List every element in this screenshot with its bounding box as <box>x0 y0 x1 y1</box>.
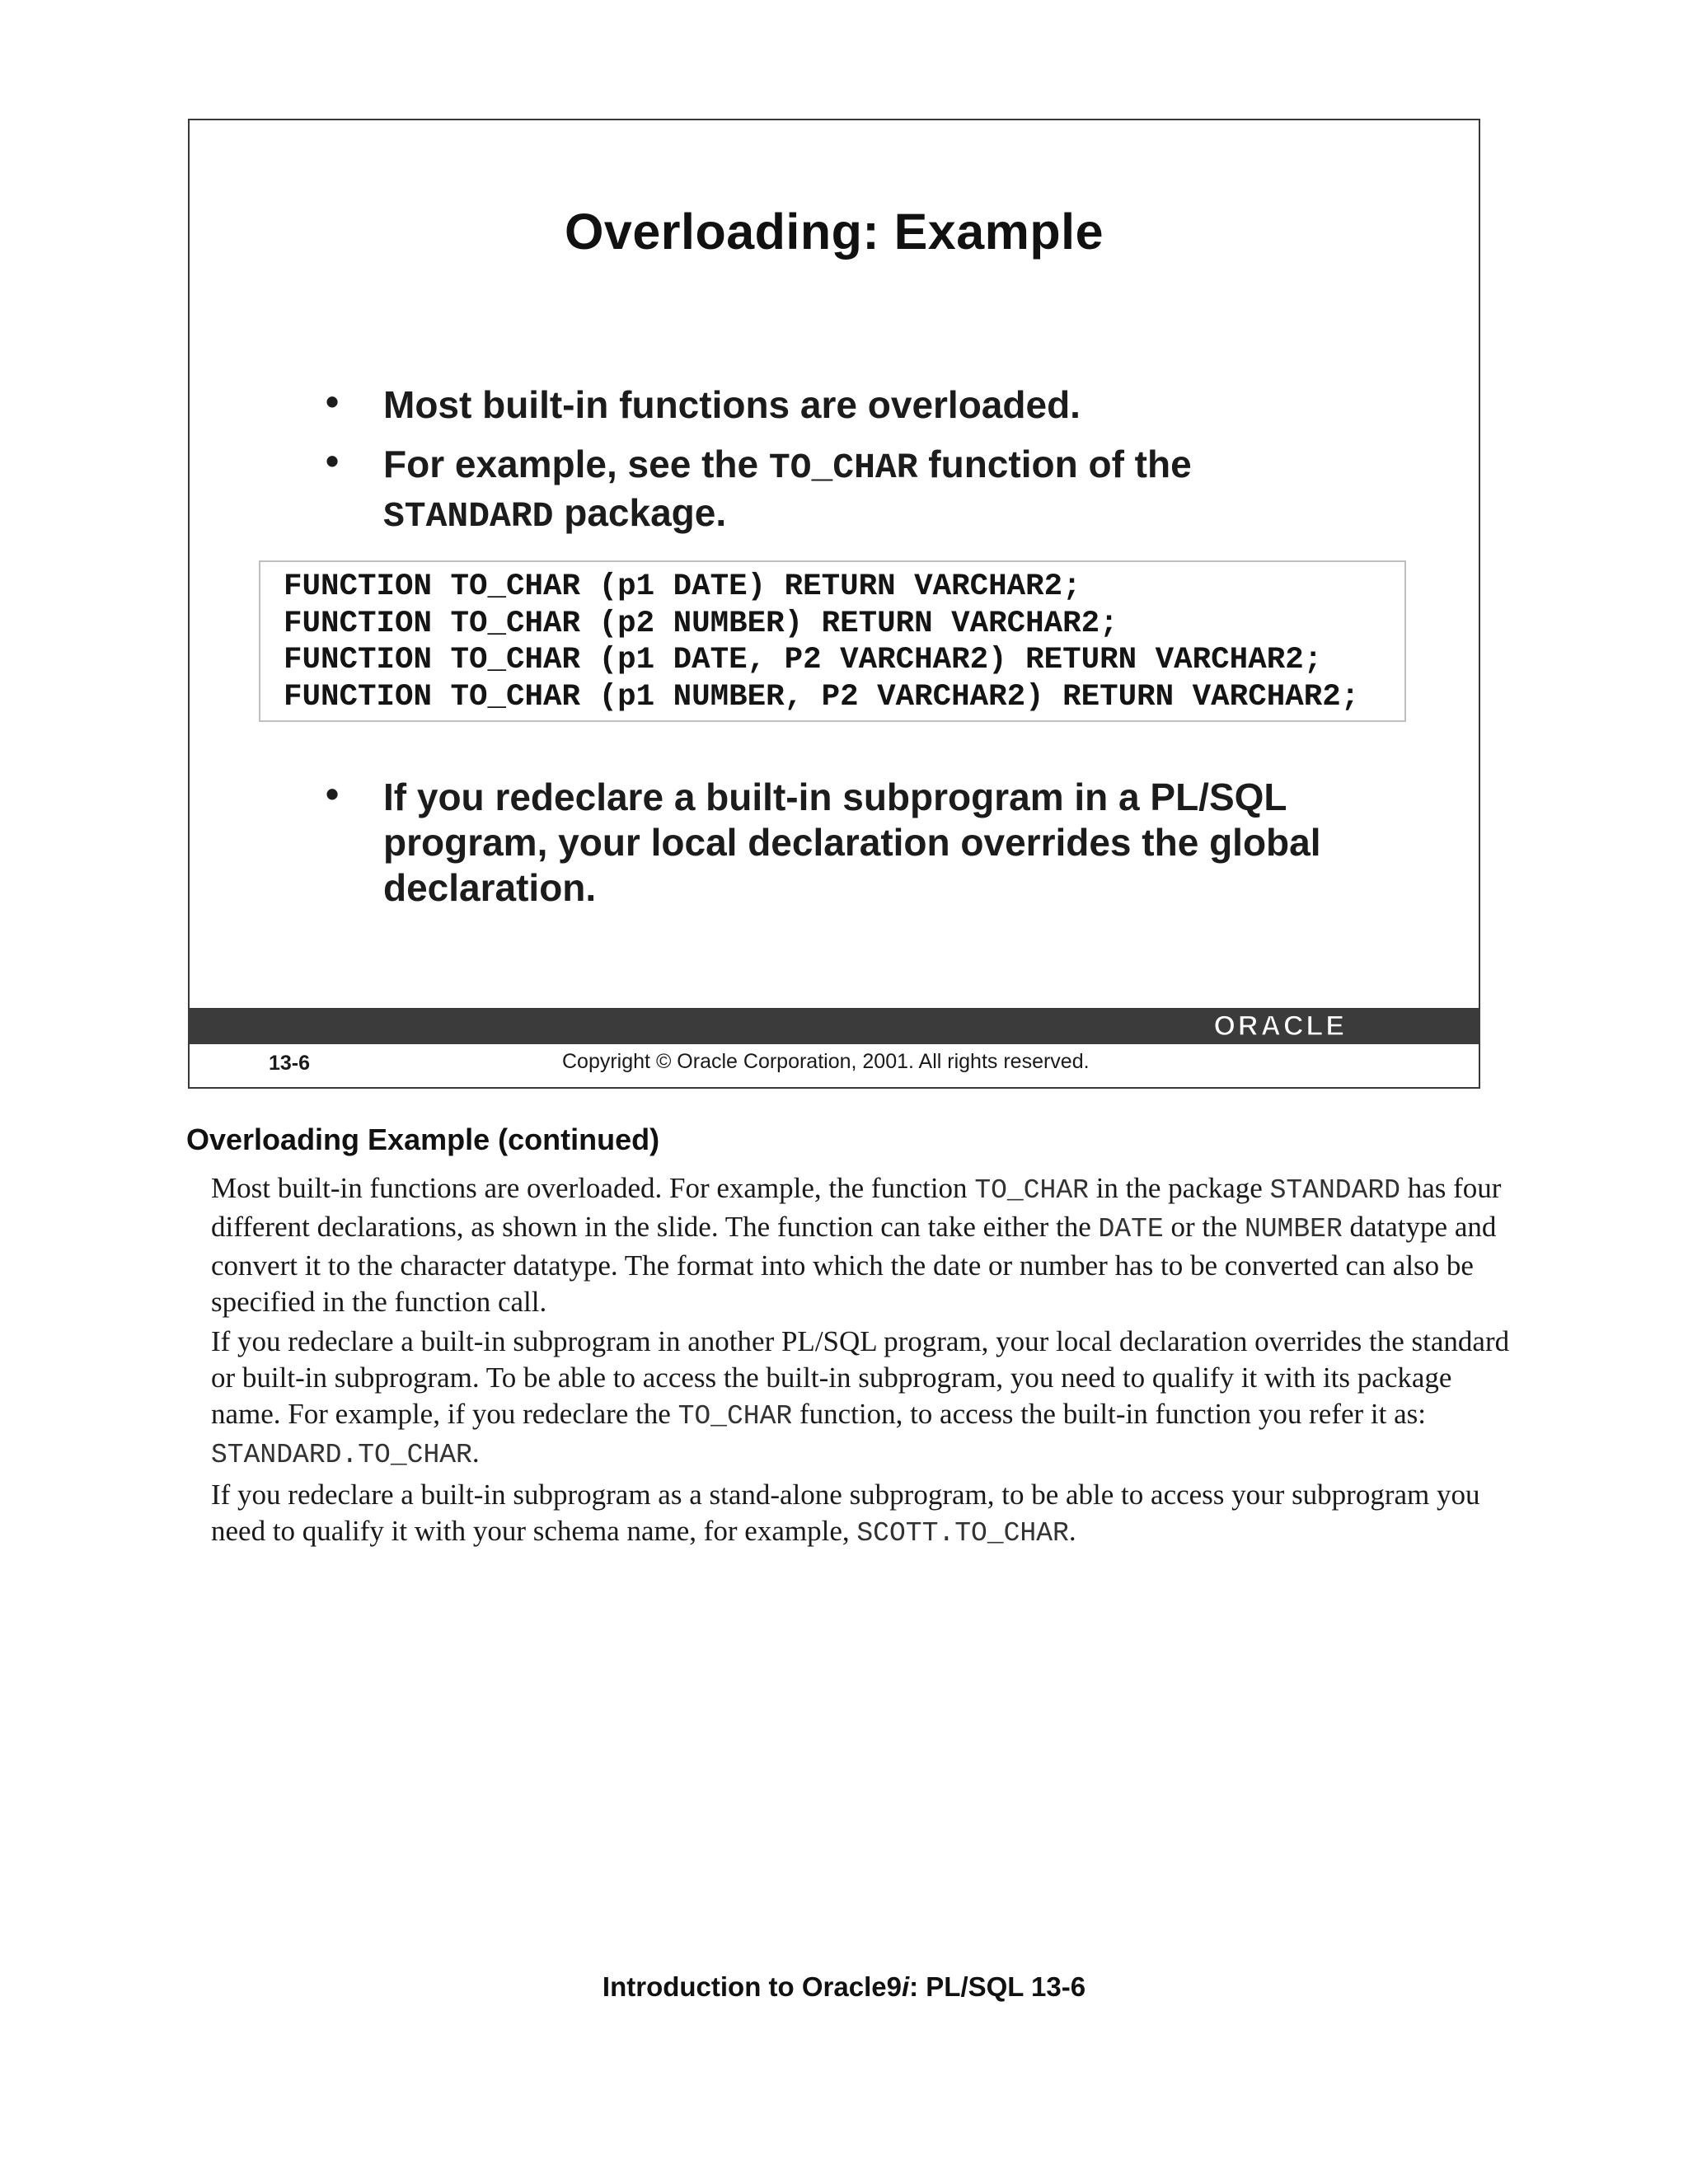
p2-text-2: function, to access the built-in function you refer it as: <box>792 1398 1426 1430</box>
bullet-2-code-standard: STANDARD <box>383 496 554 537</box>
page-footer <box>0 1971 1688 2003</box>
bullet-3-text: If you redeclare a built-in subprogram in a PL/SQL program, your local declaration overrides the global declaration. <box>383 776 1321 909</box>
p1-code-standard: STANDARD <box>1269 1175 1400 1206</box>
p1-code-to-char: TO_CHAR <box>974 1175 1089 1206</box>
p3-text-2: . <box>1068 1515 1076 1547</box>
bullet-2-text-pre: For example, see the <box>383 443 769 485</box>
p3-code-scott-to-char: SCOTT.TO_CHAR <box>856 1518 1069 1549</box>
slide-copyright: Copyright © Oracle Corporation, 2001. All rights reserved. <box>562 1050 1090 1073</box>
p1-text-5: datatype and convert it to the character datatype. The format into which the date or number has to be converted can also be specified in the function call. <box>211 1211 1497 1318</box>
code-line-4: FUNCTION TO_CHAR (p1 NUMBER, P2 VARCHAR2) RETURN VARCHAR2; <box>284 679 1360 715</box>
slide-frame <box>188 119 1480 1089</box>
notes-paragraph-1 <box>211 1170 1513 1320</box>
notes-paragraph-3 <box>211 1477 1513 1552</box>
code-block <box>259 560 1406 722</box>
bullet-1-text: Most built-in functions are overloaded. <box>383 383 1081 426</box>
bullet-dot: • <box>326 772 340 815</box>
page-footer-post: : PL/SQL 13-6 <box>909 1971 1086 2002</box>
bullet-2-text-mid: function of the <box>917 443 1192 485</box>
p2-text-3: . <box>471 1436 480 1469</box>
p2-code-standard-to-char: STANDARD.TO_CHAR <box>211 1440 472 1470</box>
code-line-2: FUNCTION TO_CHAR (p2 NUMBER) RETURN VARCHAR2; <box>284 606 1118 641</box>
notes-heading: Overloading Example (continued) <box>186 1122 660 1156</box>
bullet-1 <box>326 380 1081 428</box>
bullet-3 <box>326 772 1372 911</box>
p1-text-2: in the package <box>1088 1172 1270 1204</box>
p1-text-3: has four different declarations, as shown in the slide. The function can take either the <box>211 1172 1502 1243</box>
code-line-3: FUNCTION TO_CHAR (p1 DATE, P2 VARCHAR2) RETURN VARCHAR2; <box>284 643 1323 677</box>
p1-code-date: DATE <box>1098 1214 1164 1244</box>
bullet-2 <box>326 439 1331 539</box>
slide-title: Overloading: Example <box>564 204 1104 260</box>
bullet-dot: • <box>326 380 340 423</box>
slide-number: 13-6 <box>269 1052 311 1075</box>
page-footer-pre: Introduction to Oracle9 <box>602 1971 902 2002</box>
bullet-2-text-post: package. <box>553 491 727 534</box>
p3-text-1: If you redeclare a built-in subprogram as a stand-alone subprogram, to be able to access your subprogram you need to qualify it with your schema name, for example, <box>211 1479 1480 1547</box>
page-footer-italic: i <box>901 1971 910 2002</box>
code-line-1: FUNCTION TO_CHAR (p1 DATE) RETURN VARCHAR2; <box>284 569 1081 604</box>
oracle-logo: ORACLE <box>1213 1010 1347 1042</box>
p1-text-1: Most built-in functions are overloaded. For example, the function <box>211 1172 975 1204</box>
notes-paragraph-2 <box>211 1324 1513 1474</box>
slide-footer-bar <box>190 1008 1479 1044</box>
p1-text-4: or the <box>1163 1211 1245 1243</box>
p2-text-1: If you redeclare a built-in subprogram in another PL/SQL program, your local declaration overrides the standard or built-in subprogram. To be able to access the built-in subprogram, you need to qualify it with its package name. For example, if you redeclare the <box>211 1325 1510 1430</box>
bullet-2-code-to-char: TO_CHAR <box>768 448 918 488</box>
bullet-dot: • <box>326 439 340 482</box>
p1-code-number: NUMBER <box>1244 1214 1343 1244</box>
p2-code-to-char: TO_CHAR <box>678 1401 793 1432</box>
